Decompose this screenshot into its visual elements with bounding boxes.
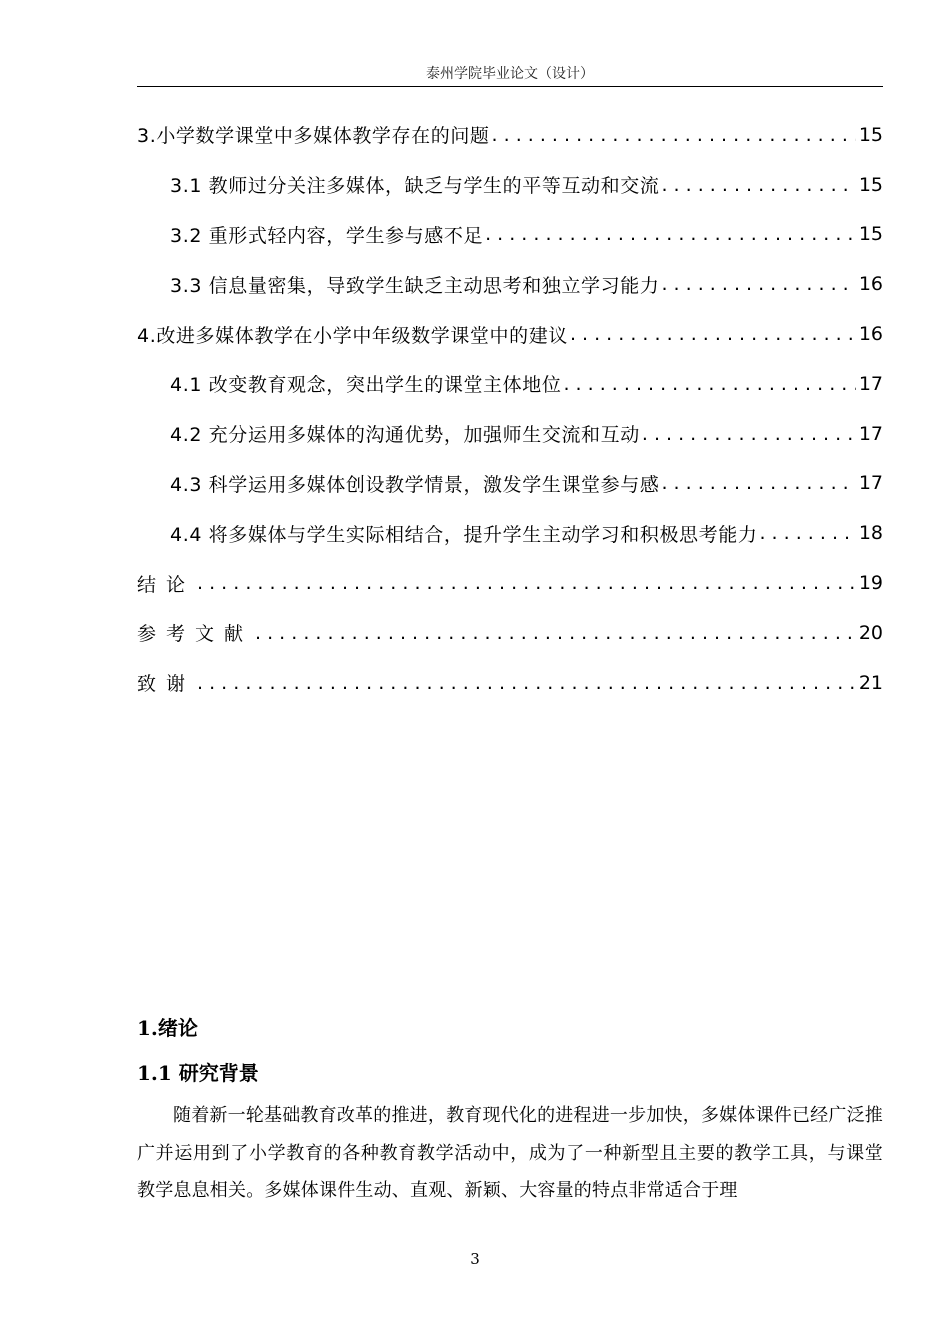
- page-header: 泰州学院毕业论文（设计）: [137, 64, 883, 87]
- toc-entry[interactable]: [137, 110, 883, 160]
- toc-entry-page: 16: [858, 273, 883, 296]
- toc-entry-page: 15: [858, 223, 883, 246]
- toc-entry-title: 3.3 信息量密集，导致学生缺乏主动思考和独立学习能力: [170, 274, 660, 297]
- toc-entry[interactable]: [137, 409, 883, 459]
- toc-dot-leader: [570, 323, 856, 345]
- toc-entry[interactable]: [137, 160, 883, 210]
- table-of-contents: [137, 110, 883, 708]
- toc-entry-page: 17: [858, 472, 883, 495]
- toc-entry[interactable]: [137, 508, 883, 558]
- toc-dot-leader: [255, 622, 856, 644]
- toc-entry-title: 4.改进多媒体教学在小学中年级数学课堂中的建议: [137, 324, 568, 347]
- subsection-heading: 1.1 研究背景: [137, 1061, 259, 1085]
- toc-dot-leader: [492, 124, 856, 146]
- section-heading: 1.绪论: [137, 1016, 198, 1040]
- toc-entry-title: 结论: [137, 573, 196, 596]
- toc-entry-title: 4.3 科学运用多媒体创设教学情景，激发学生课堂参与感: [170, 473, 660, 496]
- toc-dot-leader: [661, 273, 855, 295]
- toc-dot-leader: [642, 423, 856, 445]
- toc-dot-leader: [485, 223, 856, 245]
- page-number: 3: [470, 1250, 480, 1268]
- toc-entry-page: 15: [858, 173, 883, 196]
- toc-entry[interactable]: [137, 359, 883, 409]
- toc-dot-leader: [661, 174, 855, 196]
- toc-entry-page: 15: [858, 123, 883, 146]
- toc-entry-page: 16: [858, 323, 883, 346]
- toc-entry[interactable]: [137, 459, 883, 509]
- toc-entry-title: 3.1 教师过分关注多媒体，缺乏与学生的平等互动和交流: [170, 175, 660, 198]
- toc-entry-page: 20: [858, 621, 883, 644]
- toc-entry-title: 致谢: [137, 673, 196, 696]
- toc-entry-title: 4.2 充分运用多媒体的沟通优势，加强师生交流和互动: [170, 424, 640, 447]
- toc-dot-leader: [759, 522, 855, 544]
- toc-entry-page: 17: [858, 372, 883, 395]
- toc-dot-leader: [197, 572, 856, 594]
- toc-dot-leader: [197, 672, 856, 694]
- toc-entry[interactable]: [137, 608, 883, 658]
- toc-entry-page: 21: [858, 671, 883, 694]
- toc-entry-title: 3.小学数学课堂中多媒体教学存在的问题: [137, 125, 490, 148]
- toc-entry[interactable]: [137, 309, 883, 359]
- toc-dot-leader: [563, 373, 855, 395]
- toc-entry[interactable]: [137, 210, 883, 260]
- toc-dot-leader: [661, 472, 855, 494]
- toc-entry[interactable]: [137, 259, 883, 309]
- toc-entry-page: 19: [858, 572, 883, 595]
- toc-entry-title: 3.2 重形式轻内容，学生参与感不足: [170, 224, 484, 247]
- toc-entry-page: 17: [858, 422, 883, 445]
- toc-entry[interactable]: [137, 658, 883, 708]
- body-paragraph: 随着新一轮基础教育改革的推进，教育现代化的进程进一步加快，多媒体课件已经广泛推广并运用到了小学教育的各种教育教学活动中，成为了一种新型且主要的教学工具，与课堂教学息息相关。多媒体课件生动、直观、新颖、大容量的特点非常适合于理: [137, 1105, 883, 1201]
- toc-entry-title: 参考文献: [137, 623, 254, 646]
- toc-entry[interactable]: [137, 558, 883, 608]
- toc-entry-page: 18: [858, 522, 883, 545]
- toc-entry-title: 4.4 将多媒体与学生实际相结合，提升学生主动学习和积极思考能力: [170, 523, 758, 546]
- toc-entry-title: 4.1 改变教育观念，突出学生的课堂主体地位: [170, 374, 562, 397]
